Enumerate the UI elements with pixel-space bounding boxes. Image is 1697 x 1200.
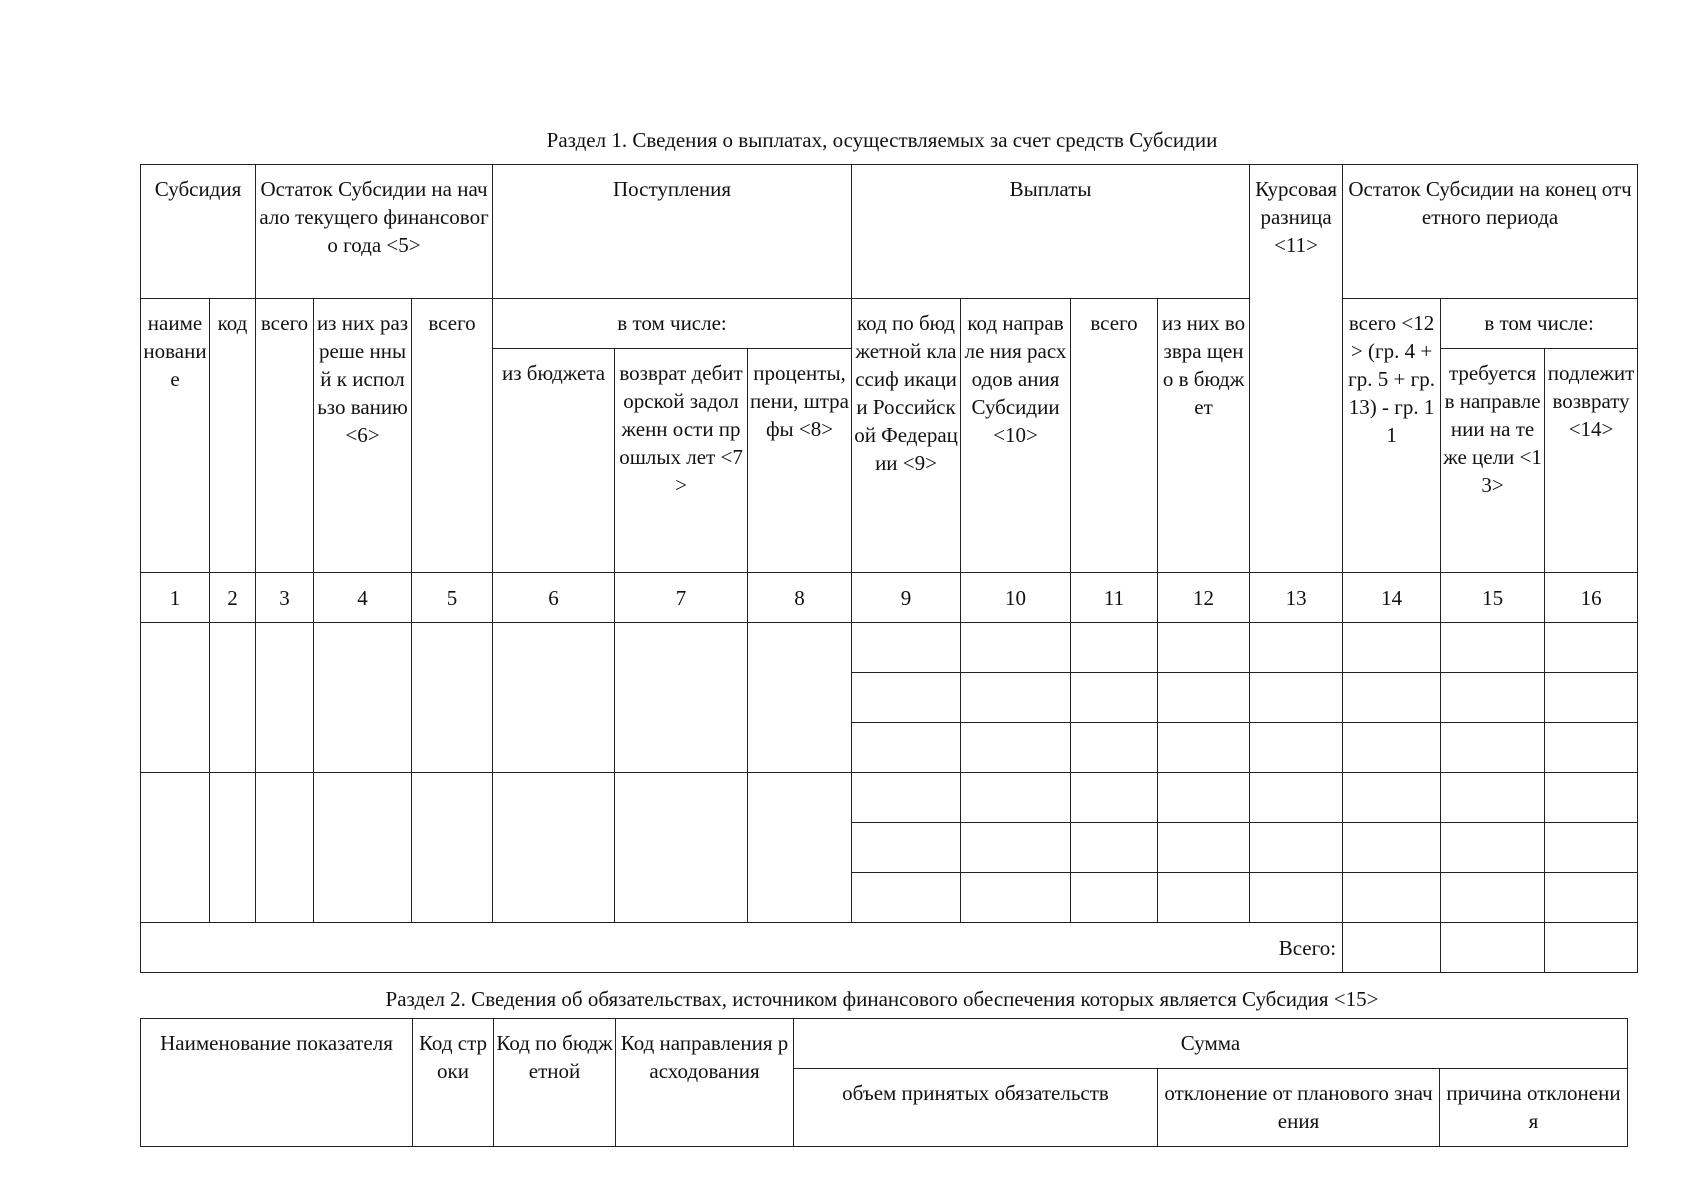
- col-number: 3: [256, 573, 314, 623]
- cell-empty[interactable]: [1250, 673, 1343, 723]
- cell-empty[interactable]: [1250, 873, 1343, 923]
- cell-empty[interactable]: [1250, 723, 1343, 773]
- cell-empty[interactable]: [1343, 773, 1441, 823]
- cell-empty[interactable]: [1441, 873, 1545, 923]
- cell-empty[interactable]: [852, 873, 961, 923]
- header-direction-code: код направле ния расходов ания Субсидии <10>: [961, 299, 1071, 573]
- col-number: 12: [1158, 573, 1250, 623]
- cell-empty[interactable]: [961, 823, 1071, 873]
- cell-empty[interactable]: [961, 623, 1071, 673]
- cell-empty[interactable]: [1071, 723, 1158, 773]
- cell-empty[interactable]: [256, 773, 314, 923]
- header-sum: Сумма: [794, 1019, 1628, 1069]
- cell-empty[interactable]: [748, 623, 852, 773]
- col-number: 9: [852, 573, 961, 623]
- cell-empty[interactable]: [1343, 723, 1441, 773]
- header-budget-class-code: код по бюджетной классиф икации Российской Федерац ии <9>: [852, 299, 961, 573]
- obligations-table: [140, 1018, 1628, 1147]
- cell-empty[interactable]: [1071, 873, 1158, 923]
- header-name: наименование: [141, 299, 210, 573]
- cell-empty[interactable]: [1343, 823, 1441, 873]
- header-row-code: Код строки: [413, 1019, 494, 1147]
- header-total-5: всего: [412, 299, 493, 573]
- cell-empty[interactable]: [1250, 773, 1343, 823]
- cell-empty[interactable]: [141, 623, 210, 773]
- cell-empty[interactable]: [412, 623, 493, 773]
- cell-empty[interactable]: [1250, 823, 1343, 873]
- header-receipts: Поступления: [493, 165, 852, 299]
- col-number: 7: [615, 573, 748, 623]
- cell-empty[interactable]: [1071, 823, 1158, 873]
- header-returned: из них возвра щено в бюджет: [1158, 299, 1250, 573]
- cell-empty[interactable]: [412, 773, 493, 923]
- cell-empty[interactable]: [961, 673, 1071, 723]
- header-permitted: из них разреше нный к использо ванию <6>: [314, 299, 412, 573]
- cell-empty[interactable]: [256, 623, 314, 773]
- cell-empty[interactable]: [1545, 673, 1638, 723]
- total-label: Всего:: [141, 923, 1343, 973]
- header-total-11: всего: [1071, 299, 1158, 573]
- payments-table: [140, 164, 1638, 973]
- cell-empty[interactable]: [615, 773, 748, 923]
- cell-empty[interactable]: [1343, 673, 1441, 723]
- header-direction-code: Код направления расходования: [616, 1019, 794, 1147]
- cell-empty[interactable]: [852, 723, 961, 773]
- col-number: 6: [493, 573, 615, 623]
- header-balance-end: Остаток Субсидии на конец отчетного периода: [1343, 165, 1638, 299]
- section-1-title: Раздел 1. Сведения о выплатах, осуществляемых за счет средств Субсидии: [546, 128, 1218, 152]
- cell-empty[interactable]: [1545, 723, 1638, 773]
- cell-empty[interactable]: [210, 623, 256, 773]
- cell-empty[interactable]: [1343, 623, 1441, 673]
- header-to-return: подлежит возврату <14>: [1545, 349, 1638, 573]
- cell-empty[interactable]: [852, 823, 961, 873]
- header-total-3: всего: [256, 299, 314, 573]
- cell-empty[interactable]: [141, 773, 210, 923]
- cell-empty[interactable]: [1158, 823, 1250, 873]
- header-interest: проценты, пени, штрафы <8>: [748, 349, 852, 573]
- col-number: 8: [748, 573, 852, 623]
- header-code: код: [210, 299, 256, 573]
- cell-empty[interactable]: [748, 773, 852, 923]
- header-debt-return: возврат дебиторской задолженн ости прошлых лет <7>: [615, 349, 748, 573]
- total-cell[interactable]: [1441, 923, 1545, 973]
- cell-empty[interactable]: [1158, 873, 1250, 923]
- cell-empty[interactable]: [615, 623, 748, 773]
- cell-empty[interactable]: [1545, 623, 1638, 673]
- cell-empty[interactable]: [1441, 823, 1545, 873]
- header-exchange-diff: Курсовая разница <11>: [1250, 165, 1343, 573]
- cell-empty[interactable]: [1441, 623, 1545, 673]
- cell-empty[interactable]: [1441, 673, 1545, 723]
- cell-empty[interactable]: [314, 623, 412, 773]
- col-number: 4: [314, 573, 412, 623]
- cell-empty[interactable]: [314, 773, 412, 923]
- cell-empty[interactable]: [1545, 773, 1638, 823]
- header-accepted: объем принятых обязательств: [794, 1069, 1158, 1147]
- col-number: 5: [412, 573, 493, 623]
- col-number: 1: [141, 573, 210, 623]
- total-cell[interactable]: [1343, 923, 1441, 973]
- col-number: 10: [961, 573, 1071, 623]
- cell-empty[interactable]: [1158, 623, 1250, 673]
- cell-empty[interactable]: [210, 773, 256, 923]
- cell-empty[interactable]: [1158, 773, 1250, 823]
- cell-empty[interactable]: [1250, 623, 1343, 673]
- cell-empty[interactable]: [493, 773, 615, 923]
- header-subsidy: Субсидия: [141, 165, 256, 299]
- header-reason: причина отклонения: [1440, 1069, 1628, 1147]
- header-required-same: требуется в направлении на те же цели <13>: [1441, 349, 1545, 573]
- cell-empty[interactable]: [1545, 823, 1638, 873]
- col-number: 13: [1250, 573, 1343, 623]
- col-number: 11: [1071, 573, 1158, 623]
- cell-empty[interactable]: [1158, 723, 1250, 773]
- cell-empty[interactable]: [1343, 873, 1441, 923]
- header-including: в том числе:: [493, 299, 852, 349]
- col-number: 2: [210, 573, 256, 623]
- header-total-14: всего <12> (гр. 4 + гр. 5 + гр. 13) - гр. 11: [1343, 299, 1441, 573]
- cell-empty[interactable]: [1071, 773, 1158, 823]
- cell-empty[interactable]: [1441, 723, 1545, 773]
- header-payments: Выплаты: [852, 165, 1250, 299]
- cell-empty[interactable]: [1441, 773, 1545, 823]
- section-2-title: Раздел 2. Сведения об обязательствах, источником финансового обеспечения которых является Субсидия <15>: [385, 987, 1379, 1011]
- cell-empty[interactable]: [493, 623, 615, 773]
- header-deviation: отклонение от планового значения: [1158, 1069, 1440, 1147]
- cell-empty[interactable]: [961, 773, 1071, 823]
- total-cell[interactable]: [1545, 923, 1638, 973]
- cell-empty[interactable]: [852, 673, 961, 723]
- cell-empty[interactable]: [1158, 673, 1250, 723]
- cell-empty[interactable]: [1545, 873, 1638, 923]
- col-number: 15: [1441, 573, 1545, 623]
- header-from-budget: из бюджета: [493, 349, 615, 573]
- cell-empty[interactable]: [1071, 673, 1158, 723]
- header-balance-start: Остаток Субсидии на начало текущего финансового года <5>: [256, 165, 493, 299]
- col-number: 16: [1545, 573, 1638, 623]
- cell-empty[interactable]: [1071, 623, 1158, 673]
- cell-empty[interactable]: [852, 623, 961, 673]
- header-budget-code: Код по бюджетной: [494, 1019, 616, 1147]
- cell-empty[interactable]: [961, 873, 1071, 923]
- header-including-end: в том числе:: [1441, 299, 1638, 349]
- col-number: 14: [1343, 573, 1441, 623]
- header-indicator-name: Наименование показателя: [141, 1019, 413, 1147]
- cell-empty[interactable]: [961, 723, 1071, 773]
- cell-empty[interactable]: [852, 773, 961, 823]
